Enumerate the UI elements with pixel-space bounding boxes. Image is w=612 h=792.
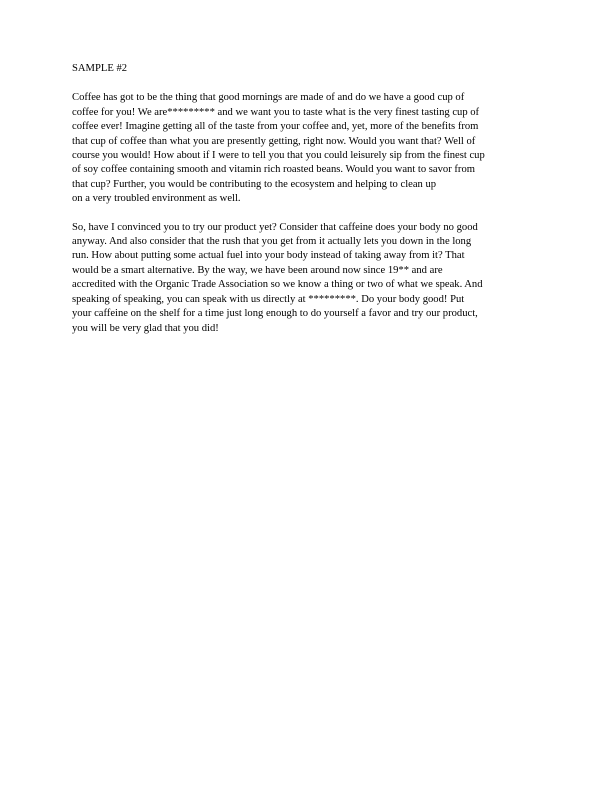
paragraph-line: accredited with the Organic Trade Association so we know a thing or two of what we speak. And — [72, 279, 483, 291]
paragraph-2 — [72, 221, 540, 336]
paragraph-line: speaking of speaking, you can speak with us directly at *********. Do your body good! Put — [72, 293, 465, 305]
document-page — [72, 62, 540, 350]
paragraph-1 — [72, 91, 540, 206]
paragraph-line: that cup? Further, you would be contributing to the ecosystem and helping to clean up — [72, 178, 437, 190]
paragraph-line: would be a smart alternative. By the way, we have been around now since 19** and are — [72, 264, 443, 276]
paragraph-line: of soy coffee containing smooth and vitamin rich roasted beans. Would you want to savor from — [72, 164, 475, 176]
paragraph-line: coffee ever! Imagine getting all of the taste from your coffee and, yet, more of the benefits from — [72, 121, 479, 133]
paragraph-line: on a very troubled environment as well. — [72, 193, 241, 205]
document-heading: SAMPLE #2 — [72, 63, 128, 74]
paragraph-line: So, have I convinced you to try our product yet? Consider that caffeine does your body no good — [72, 221, 478, 233]
paragraph-line: run. How about putting some actual fuel into your body instead of taking away from it? That — [72, 250, 465, 262]
paragraph-line: coffee for you! We are********* and we want you to taste what is the very finest tasting cup of — [72, 106, 480, 118]
paragraph-line: your caffeine on the shelf for a time just long enough to do yourself a favor and try our product, — [72, 308, 478, 320]
paragraph-line: that cup of coffee than what you are presently getting, right now. Would you want that? Well of — [72, 135, 476, 147]
paragraph-line: you will be very glad that you did! — [72, 322, 219, 334]
paragraph-line: course you would! How about if I were to tell you that you could leisurely sip from the finest cup — [72, 150, 485, 162]
paragraph-line: Coffee has got to be the thing that good mornings are made of and do we have a good cup of — [72, 92, 465, 104]
paragraph-line: anyway. And also consider that the rush that you get from it actually lets you down in the long — [72, 236, 472, 248]
